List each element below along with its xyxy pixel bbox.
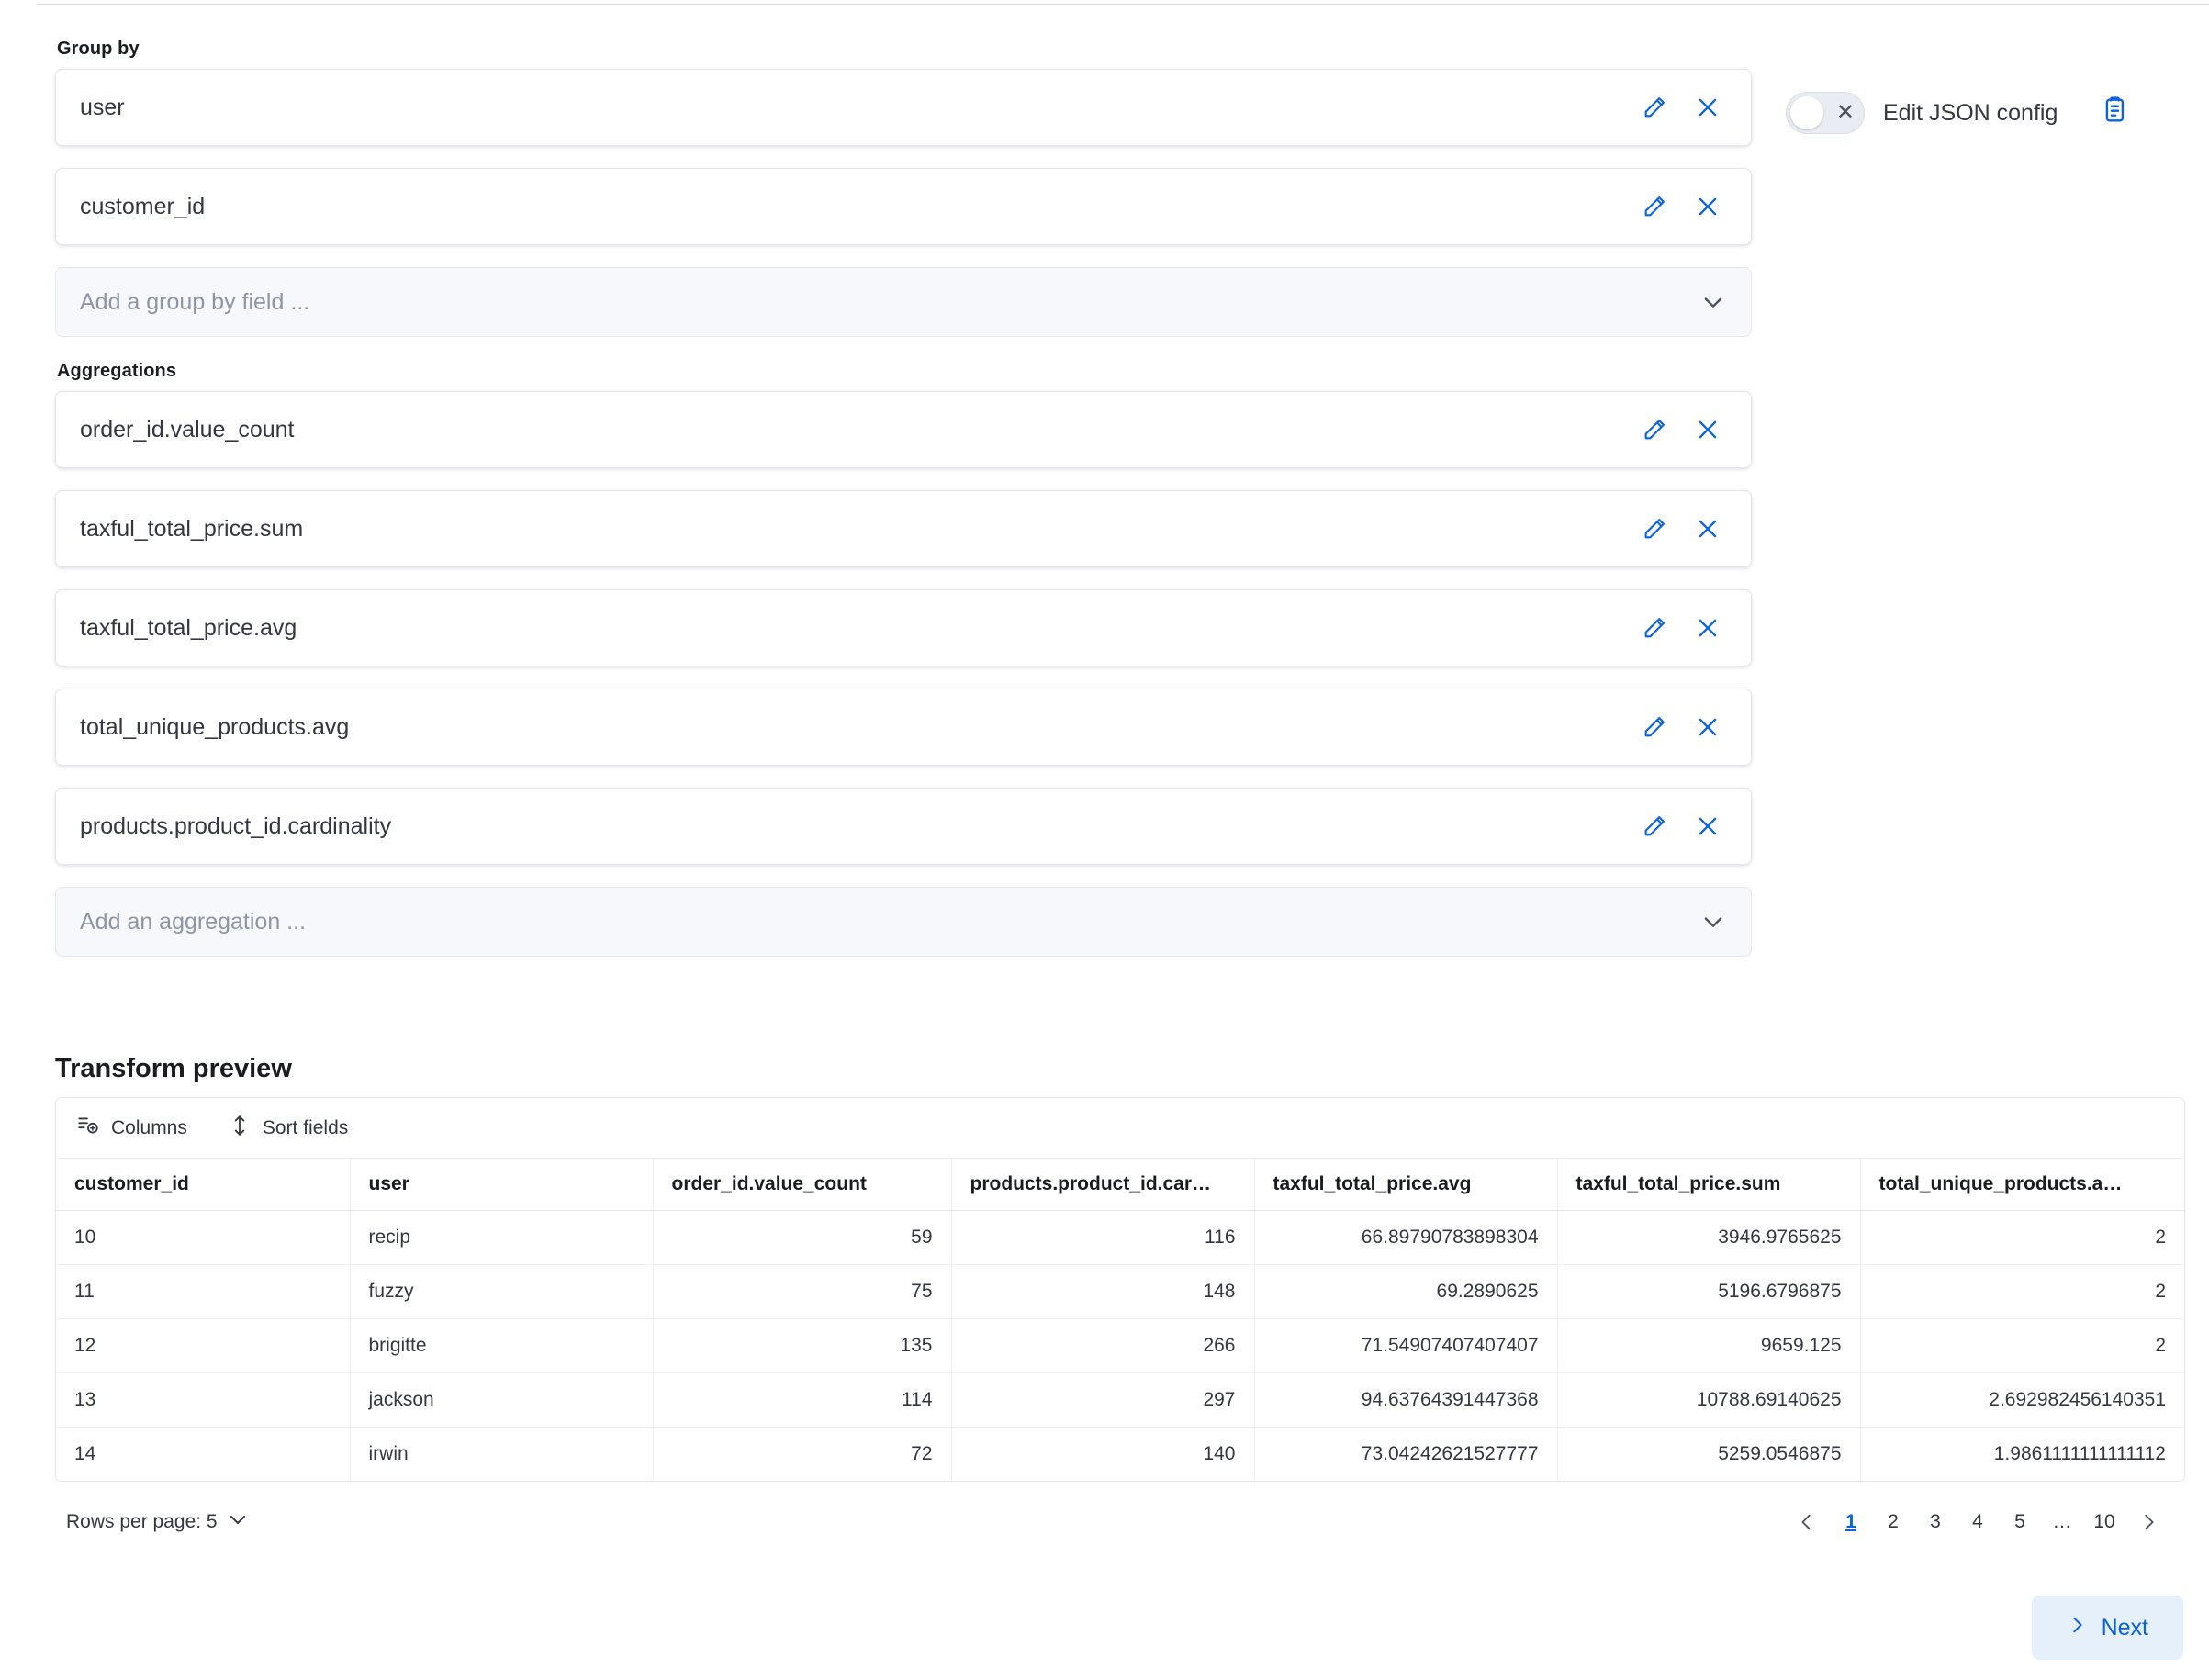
next-button[interactable] bbox=[2032, 1596, 2183, 1660]
column-header-order-id-value-count[interactable]: order_id.value_count bbox=[653, 1159, 951, 1211]
delete-x-icon[interactable] bbox=[1694, 812, 1721, 840]
cell-taxful-total-price-avg: 73.04242621527777 bbox=[1254, 1428, 1557, 1482]
edit-pencil-icon[interactable] bbox=[1641, 812, 1668, 840]
cell-order-id-value-count: 72 bbox=[653, 1428, 951, 1482]
cell-user: brigitte bbox=[350, 1319, 653, 1373]
top-divider bbox=[37, 4, 2209, 5]
aggregation-field-row[interactable] bbox=[55, 689, 1752, 766]
delete-x-icon[interactable] bbox=[1694, 713, 1721, 741]
cell-customer-id: 13 bbox=[56, 1373, 350, 1428]
aggregation-field-row[interactable] bbox=[55, 788, 1752, 865]
cell-taxful-total-price-sum: 10788.69140625 bbox=[1557, 1373, 1860, 1428]
aggregation-field-name: order_id.value_count bbox=[80, 416, 295, 442]
rows-per-page-label: Rows per page: 5 bbox=[66, 1511, 218, 1532]
aggregation-field-name: taxful_total_price.avg bbox=[80, 614, 297, 641]
table-row bbox=[56, 1373, 2184, 1428]
delete-x-icon[interactable] bbox=[1694, 193, 1721, 220]
transform-preview-title: Transform preview bbox=[55, 1054, 292, 1083]
aggregations-label: Aggregations bbox=[57, 361, 177, 381]
toggle-knob bbox=[1790, 96, 1823, 129]
cell-order-id-value-count: 59 bbox=[653, 1211, 951, 1265]
row-actions bbox=[1641, 713, 1721, 741]
sort-fields-button[interactable] bbox=[228, 1114, 348, 1143]
next-button-label: Next bbox=[2101, 1614, 2148, 1641]
page-ellipsis: … bbox=[2052, 1511, 2072, 1532]
columns-button[interactable] bbox=[76, 1114, 187, 1143]
group-by-field-row[interactable] bbox=[55, 69, 1752, 146]
cell-taxful-total-price-sum: 9659.125 bbox=[1557, 1319, 1860, 1373]
preview-table-head bbox=[56, 1159, 2184, 1211]
cell-products-product-id-cardinality: 297 bbox=[951, 1373, 1254, 1428]
group-by-field-name: customer_id bbox=[80, 193, 206, 219]
cell-total-unique-products-avg: 2 bbox=[1860, 1265, 2184, 1319]
group-by-label: Group by bbox=[57, 39, 140, 59]
aggregation-field-row[interactable] bbox=[55, 391, 1752, 468]
cell-taxful-total-price-sum: 5259.0546875 bbox=[1557, 1428, 1860, 1482]
cell-total-unique-products-avg: 2 bbox=[1860, 1319, 2184, 1373]
preview-table-wrapper bbox=[55, 1097, 2185, 1482]
add-aggregation-combobox[interactable] bbox=[55, 887, 1752, 957]
aggregation-field-name: taxful_total_price.sum bbox=[80, 515, 304, 542]
cell-taxful-total-price-sum: 5196.6796875 bbox=[1557, 1265, 1860, 1319]
cell-taxful-total-price-sum: 3946.9765625 bbox=[1557, 1211, 1860, 1265]
edit-json-config-label: Edit JSON config bbox=[1883, 99, 2058, 126]
cell-user: recip bbox=[350, 1211, 653, 1265]
row-actions bbox=[1641, 94, 1721, 121]
add-aggregation-placeholder: Add an aggregation ... bbox=[80, 908, 307, 935]
cell-products-product-id-cardinality: 266 bbox=[951, 1319, 1254, 1373]
cell-taxful-total-price-avg: 66.89790783898304 bbox=[1254, 1211, 1557, 1265]
cell-order-id-value-count: 75 bbox=[653, 1265, 951, 1319]
column-header-total-unique-products-avg[interactable]: total_unique_products.a… bbox=[1860, 1159, 2184, 1211]
cell-total-unique-products-avg: 2.692982456140351 bbox=[1860, 1373, 2184, 1428]
page-button-5[interactable]: 5 bbox=[2014, 1511, 2025, 1532]
aggregation-field-row[interactable] bbox=[55, 589, 1752, 666]
group-by-field-row[interactable] bbox=[55, 168, 1752, 245]
add-group-by-field-placeholder: Add a group by field ... bbox=[80, 288, 310, 315]
chevron-down-icon[interactable] bbox=[1699, 288, 1727, 316]
column-header-taxful-total-price-avg[interactable]: taxful_total_price.avg bbox=[1254, 1159, 1557, 1211]
add-group-by-field-combobox[interactable] bbox=[55, 267, 1752, 337]
group-by-field-name: user bbox=[80, 94, 125, 120]
page-button-2[interactable]: 2 bbox=[1888, 1511, 1899, 1532]
row-actions bbox=[1641, 416, 1721, 443]
delete-x-icon[interactable] bbox=[1694, 614, 1721, 642]
toggle-off-x-icon: ✕ bbox=[1835, 100, 1855, 125]
pagination bbox=[1787, 1502, 2169, 1542]
cell-user: fuzzy bbox=[350, 1265, 653, 1319]
sort-arrows-icon bbox=[228, 1114, 252, 1143]
rows-per-page-selector[interactable] bbox=[66, 1508, 249, 1536]
chevron-down-icon[interactable] bbox=[1699, 908, 1727, 935]
delete-x-icon[interactable] bbox=[1694, 94, 1721, 121]
column-header-user[interactable]: user bbox=[350, 1159, 653, 1211]
cell-taxful-total-price-avg: 69.2890625 bbox=[1254, 1265, 1557, 1319]
aggregation-field-name: products.product_id.cardinality bbox=[80, 812, 392, 839]
cell-taxful-total-price-avg: 94.63764391447368 bbox=[1254, 1373, 1557, 1428]
cell-order-id-value-count: 135 bbox=[653, 1319, 951, 1373]
cell-total-unique-products-avg: 1.9861111111111112 bbox=[1993, 1443, 2166, 1464]
transform-config-column bbox=[55, 39, 1752, 980]
preview-table-footer bbox=[55, 1482, 2185, 1551]
cell-total-unique-products-avg: 2 bbox=[1860, 1211, 2184, 1265]
cell-products-product-id-cardinality: 140 bbox=[951, 1428, 1254, 1482]
preview-table bbox=[56, 1159, 2184, 1481]
edit-json-config-area bbox=[1786, 92, 2171, 134]
cell-products-product-id-cardinality: 116 bbox=[951, 1211, 1254, 1265]
cell-customer-id: 10 bbox=[56, 1211, 350, 1265]
transform-preview-section bbox=[55, 1054, 2185, 1551]
table-row bbox=[56, 1211, 2184, 1265]
row-actions bbox=[1641, 812, 1721, 840]
cell-products-product-id-cardinality: 148 bbox=[951, 1265, 1254, 1319]
cell-user: irwin bbox=[350, 1428, 653, 1482]
table-row bbox=[56, 1319, 2184, 1373]
page-button-1[interactable]: 1 bbox=[1845, 1511, 1856, 1532]
table-row bbox=[56, 1428, 2184, 1482]
row-actions bbox=[1641, 193, 1721, 220]
columns-icon bbox=[76, 1114, 100, 1143]
page-button-10[interactable]: 10 bbox=[2093, 1511, 2115, 1532]
row-actions bbox=[1641, 614, 1721, 642]
cell-user: jackson bbox=[350, 1373, 653, 1428]
columns-label: Columns bbox=[111, 1116, 187, 1138]
column-header-taxful-total-price-sum[interactable]: taxful_total_price.sum bbox=[1557, 1159, 1860, 1211]
edit-json-config-toggle[interactable] bbox=[1786, 92, 1865, 134]
delete-x-icon[interactable] bbox=[1694, 416, 1721, 443]
page-button-3[interactable]: 3 bbox=[1930, 1511, 1941, 1532]
row-actions bbox=[1641, 515, 1721, 543]
aggregation-field-row[interactable] bbox=[55, 490, 1752, 567]
next-page-icon[interactable] bbox=[2128, 1502, 2169, 1542]
edit-pencil-icon[interactable] bbox=[1641, 614, 1668, 642]
table-header-row bbox=[56, 1159, 2184, 1211]
chevron-down-icon bbox=[227, 1508, 249, 1536]
cell-customer-id: 14 bbox=[56, 1428, 350, 1482]
edit-pencil-icon[interactable] bbox=[1641, 193, 1668, 220]
cell-customer-id: 12 bbox=[56, 1319, 350, 1373]
previous-page-icon[interactable] bbox=[1787, 1502, 1827, 1542]
edit-pencil-icon[interactable] bbox=[1641, 713, 1668, 741]
cell-customer-id: 11 bbox=[56, 1265, 350, 1319]
preview-table-body bbox=[56, 1211, 2184, 1482]
column-header-customer-id[interactable]: customer_id bbox=[56, 1159, 350, 1211]
cell-order-id-value-count: 114 bbox=[653, 1373, 951, 1428]
chevron-right-icon bbox=[2067, 1615, 2087, 1641]
copy-clipboard-icon[interactable] bbox=[2098, 95, 2129, 131]
column-header-products-product-id-cardinality[interactable]: products.product_id.car… bbox=[951, 1159, 1254, 1211]
edit-pencil-icon[interactable] bbox=[1641, 94, 1668, 121]
table-row bbox=[56, 1265, 2184, 1319]
aggregation-field-name: total_unique_products.avg bbox=[80, 713, 350, 740]
preview-table-toolbar bbox=[56, 1098, 2184, 1159]
cell-taxful-total-price-avg: 71.54907407407407 bbox=[1254, 1319, 1557, 1373]
edit-pencil-icon[interactable] bbox=[1641, 416, 1668, 443]
edit-pencil-icon[interactable] bbox=[1641, 515, 1668, 543]
sort-fields-label: Sort fields bbox=[262, 1116, 349, 1138]
delete-x-icon[interactable] bbox=[1694, 515, 1721, 543]
page-button-4[interactable]: 4 bbox=[1972, 1511, 1983, 1532]
